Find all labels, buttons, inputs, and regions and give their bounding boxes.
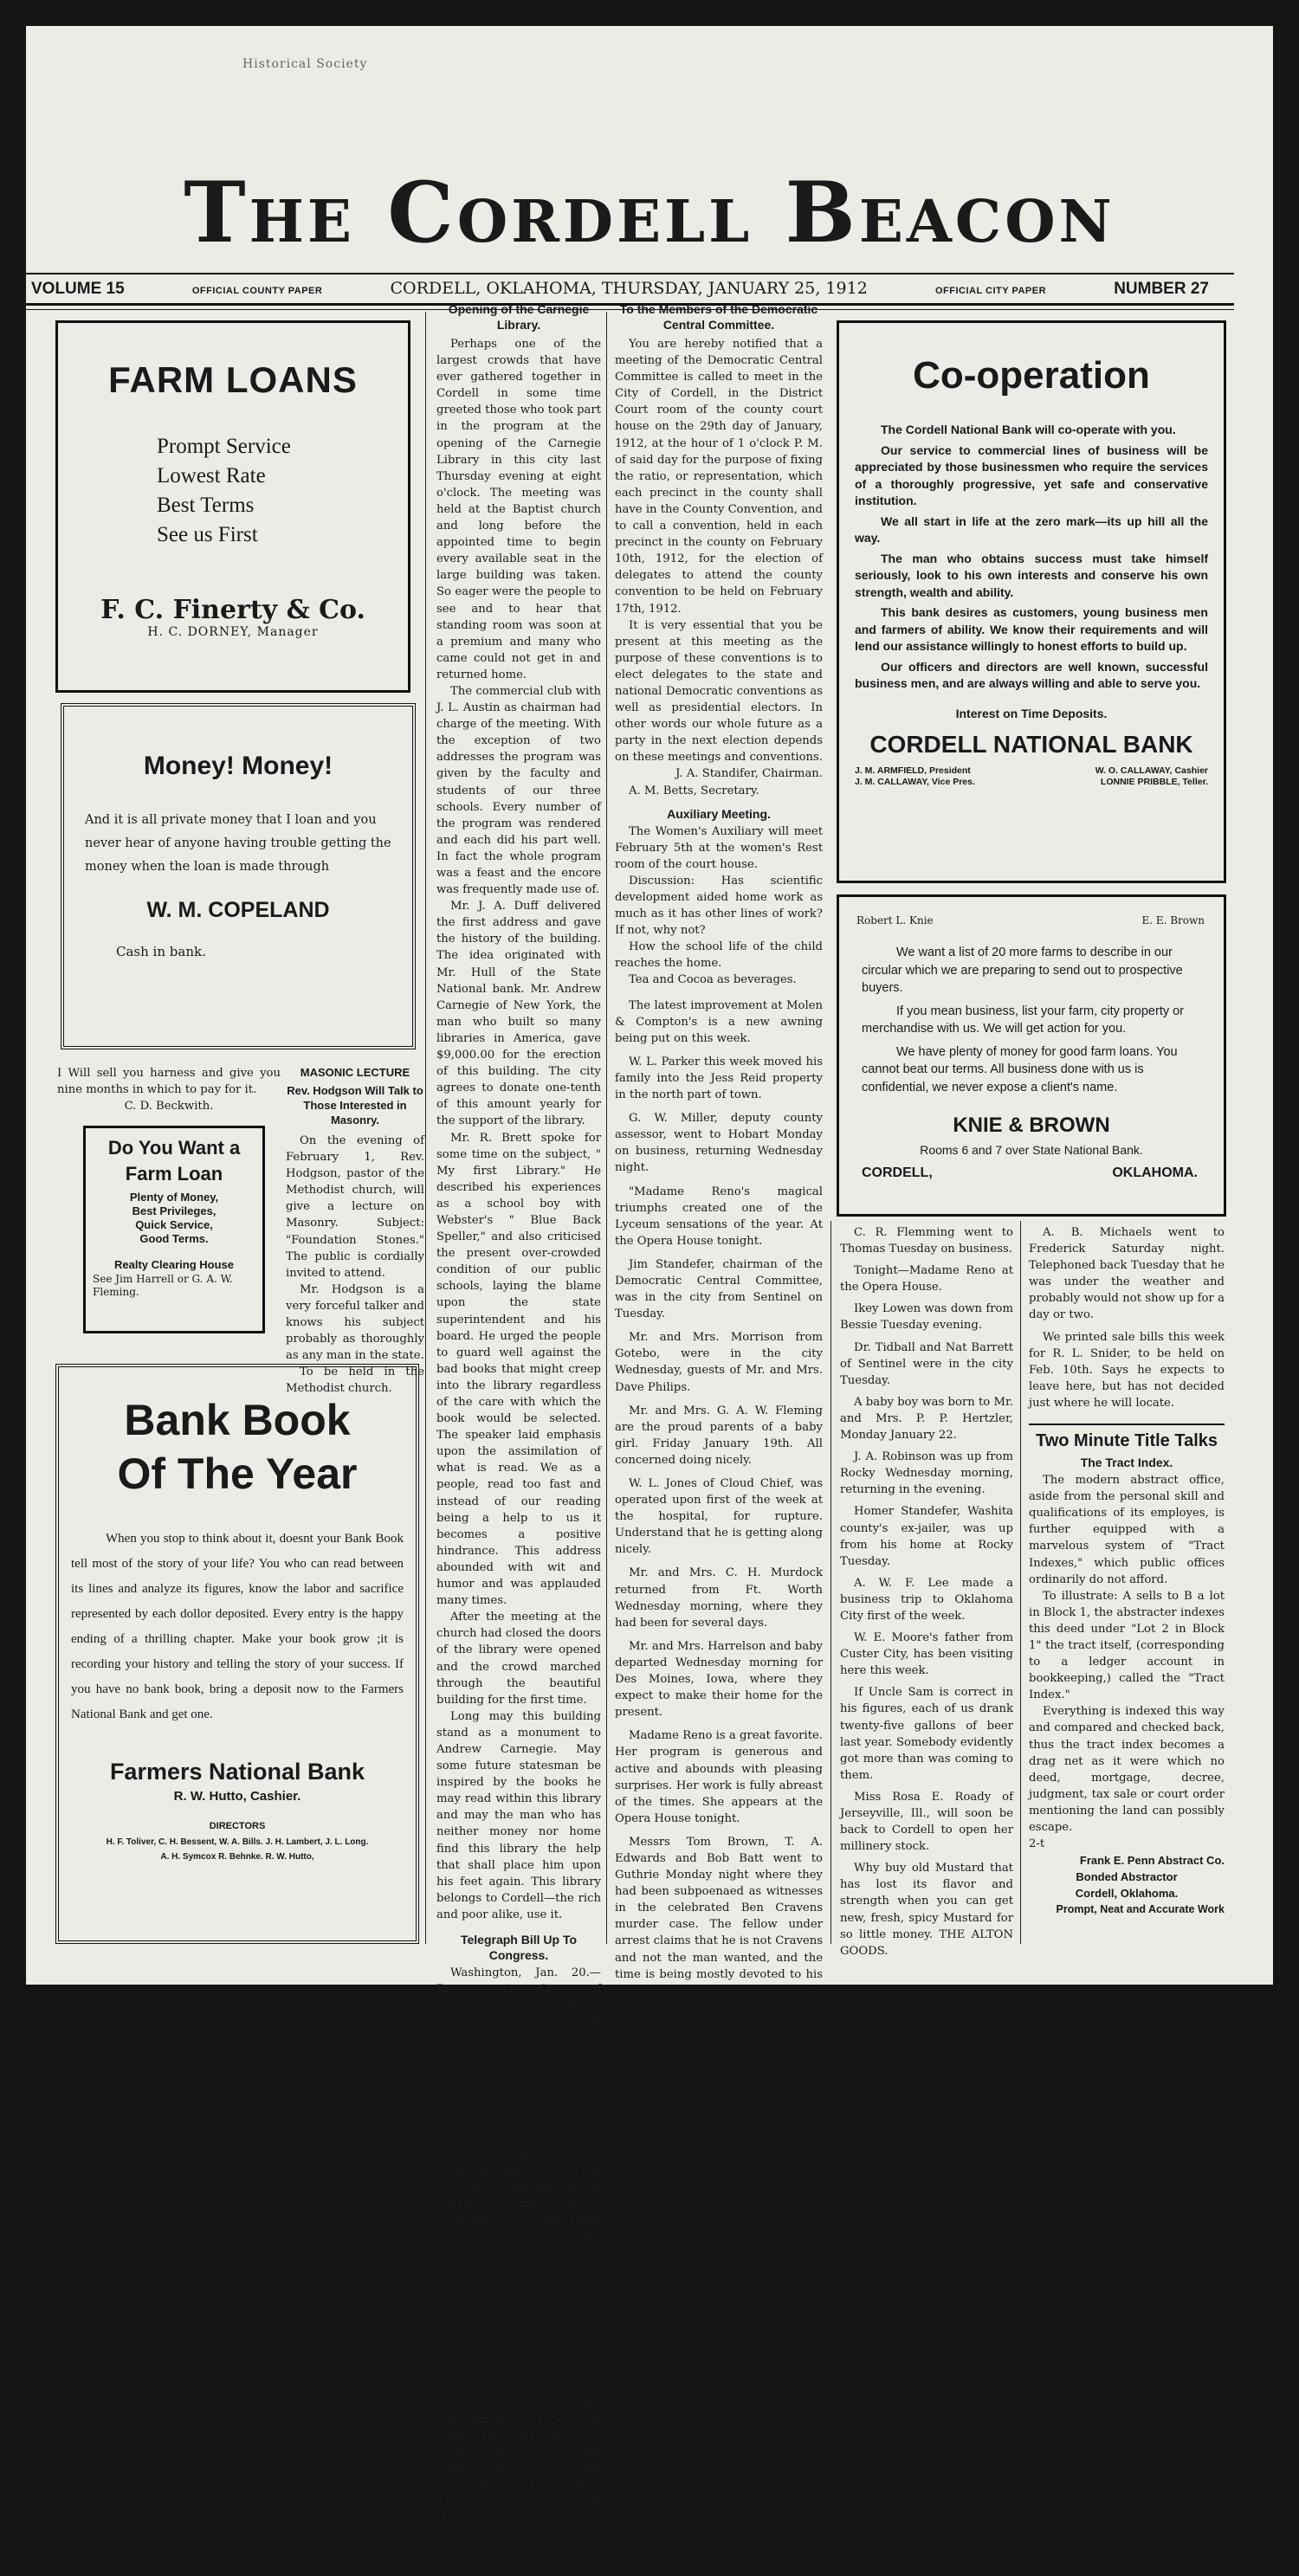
cooperation-title: Co-operation [913,354,1150,397]
officer: LONNIE PRIBBLE, Teller. [1100,776,1208,787]
knie-p2: If you mean business, list your farm, city property or merchandise with us. We will get action for you. [862,1004,1185,1036]
telegraph-head: Telegraph Bill Up To Congress. [460,1933,578,1962]
city-paper: OFFICIAL CITY PAPER [934,286,1047,296]
masonic-head: MASONIC LECTURE [300,1066,410,1079]
farm-loan-line: Quick Service, [135,1218,213,1231]
officer: J. M. ARMFIELD, President [855,765,971,776]
dateline [31,279,1209,299]
bank-book-title-2: Of The Year [117,1449,358,1498]
local-news-right-1 [840,1224,1013,1958]
directors-1: H. F. Toliver, C. H. Bessent, W. A. Bills. J. H. Lambert, J. L. Long. [106,1837,369,1847]
local-item: Dr. Tidball and Nat Barrett of Sentinel were in the city Tuesday. [840,1340,1013,1387]
local-item: The latest improvement at Molen & Compton's is a new awning being put on this week. [615,998,823,1045]
local-item: Mr. and Mrs. Harrelson and baby departed Wednesday morning for Des Moines, Iowa, where they expect to make their home for the present. [615,1639,823,1720]
local-item: J. A. Robinson was up from Rocky Wednesday morning, returning in the evening. [840,1450,1013,1497]
title-talks-sub: The Tract Index. [1080,1456,1173,1470]
bank-book-body: When you stop to think about it, doesnt your Bank Book tell most of the story of your life? You who can read between its lines and analyze its figures, know the labor and sacrifice represented by each dollor deposited. Every entry is the happy ending of a thrilling chapter. Make your book grow ;it is recording your history and telling the story of your success. If you have no bank book, bring a deposit now to the Farmers National Bank and get one. [71,1532,404,1721]
title-talks-head: Two Minute Title Talks [1029,1424,1225,1451]
money-note: Cash in bank. [116,944,206,959]
local-item: A baby boy was born to Mr. and Mrs. P. P. Hertzler, Monday January 22. [840,1395,1013,1443]
democrat-head: To the Members of the Democratic Central Committee. [619,302,818,332]
column-rule-1 [425,312,426,1944]
telegraph-p1: Washington, Jan. 20.—Representative Carey, of Wisconsin, a republican, Saturday introduced a bill providing for government ownership of telegraph lines, a project recently urged by Postmaster General Hitchcock. It was referred to the postoffice committee. The bill would place the telegraph systems under the supervision of the postoffice department in charge of a commissioner of telegraphs to be appointed in the same manner as the assistant postmasters general. [436,1966,601,2277]
officer: W. O. CALLAWAY, Cashier [1095,765,1208,776]
local-item: "Madame Reno's magical triumphs created one of the Lyceum sensations of the year. At the Opera House tonight. [615,1185,823,1248]
bank-book-ad [55,1364,419,1944]
issue-number: NUMBER 27 [1114,280,1209,298]
local-item: Tonight—Madame Reno at the Opera House. [840,1264,1013,1294]
farm-loan-line: Plenty of Money, [129,1191,219,1204]
knie-state: OKLAHOMA. [1112,1165,1198,1180]
local-item: A. W. F. Lee made a business trip to Oklahoma City first of the week. [840,1576,1013,1623]
penn-location: Cordell, Oklahoma. [1075,1887,1179,1901]
local-item: A. B. Michaels went to Frederick Saturday night. Telephoned back Tuesday that he was under the weather and probably would not show up for a day or two. [1029,1226,1225,1322]
farm-loans-manager: H. C. DORNEY, Manager [147,625,319,639]
carnegie-p4: Mr. R. Brett spoke for some time on the subject, " My first Library." He described his experiences as a school boy with Webster's " Blue Back Speller," and also criticised the present over-crowded condition of our public schools, laying the blame upon the state superintendent and his board. He urged the people to guard well against the bad books that might creep into the library regardless of the care with which the book would be selected. The speaker laid emphasis upon the assimilation of what is read. We as a people, read too fast and instead of our reading being a help to us it becomes a positive hindrance. This address abounded with wit and humor and was applauded many times. [436,1131,601,1608]
archive-stamp: Historical Society [242,57,368,71]
auxiliary-p4: Tea and Cocoa as beverages. [629,973,797,987]
column-rule-4 [1020,1221,1021,1944]
local-news-right-2 [1029,1224,1225,1943]
cooperation-body [855,422,1208,693]
column-rule-2 [606,312,607,1944]
money-name: W. M. COPELAND [146,898,330,922]
masonic-sub: Rev. Hodgson Will Talk to Those Interested in Masonry. [287,1084,423,1127]
farm-loans-line: Prompt Service [157,435,291,458]
farm-loan-see: See Jim Harrell or G. A. W. Fleming. [93,1273,233,1298]
harness-sign: C. D. Beckwith. [124,1100,214,1114]
place-date: CORDELL, OKLAHOMA, THURSDAY, JANUARY 25, 1912 [390,279,868,298]
farm-loans-line: Best Terms [157,494,255,517]
interest-line: Interest on Time Deposits. [955,706,1108,720]
bank-book-title-1: Bank Book [124,1396,351,1444]
masthead: The Cordell Beacon [184,164,1115,261]
carnegie-p3: Mr. J. A. Duff delivered the first address and gave the history of the building. The idea originated with Mr. Hull of the State National bank. Mr. Andrew Carnegie of New York, the man who built so many libraries in America, gave $9,000.00 for the erection of this building. The city agrees to donate one-tenth of this amount yearly for the support of the library. [436,900,601,1128]
farm-loan-box [83,1126,265,1333]
carnegie-p1: Perhaps one of the largest crowds that have ever gathered together in Cordell in some time greeted those who took part in the program at the opening of the Carnegie Library in this city last Thursday evening at eight o'clock. The meeting was held at the Baptist church and long before the appointed time to begin every available seat in the large building was taken. So eager were the people to see and to hear that standing room was soon at a premium and many who came could not get in and returned home. [436,338,601,681]
knie-name: Robert L. Knie [856,914,934,926]
local-item: Mr. and Mrs. C. H. Murdock returned from Ft. Worth Wednesday morning, where they had been for several days. [615,1566,823,1630]
middle-column [615,301,823,2047]
knie-brown-names [856,914,1205,926]
local-item: W. L. Jones of Cloud Chief, was operated upon first of the week at the hospital, for rupture. Understand that he is getting along nicely. [615,1477,823,1557]
title-talks-num: 2-t [1029,1837,1045,1851]
local-item: Messrs Tom Brown, T. A. Edwards and Bob Batt went to Guthrie Monday night where they had been subpoenaed as witnesses in the celebrated Ben Cravens murder case. The fellow under arrest claims that he is not Cravens and not the man wanted, and the time is being mostly devoted to his identification. A dozen or so have positively identified him as Cravens. Several others claim that he is not the man. [615,1835,823,2047]
money-body: And it is all private money that I loan and you never hear of anyone having trouble getting the money when the loan is made through [85,813,391,874]
carnegie-column [436,301,601,2575]
local-item: Why buy old Mustard that has lost its flavor and strength when you can get new, fresh, spicy Mustard for so little money. THE ALTON GOODS. [840,1862,1013,1958]
title-talks-p2: To illustrate: A sells to B a lot in Block 1, the abstracter indexes this deed under "Lot 2 in Block 1" the tract itself, (corresponding to a ledger account in bookkeeping,) called the "Tract Index." [1029,1589,1225,1702]
cooperation-p3: We all start in life at the zero mark—its up hill all the way. [855,513,1208,545]
cordell-bank-name: CORDELL NATIONAL BANK [869,730,1193,758]
cooperation-ad [837,320,1226,883]
farm-loans-line: Lowest Rate [157,464,266,487]
telegraph-p3: The measure would stipulate that wages should not be increased more than 15 per cent over those paid the year preceding government acquisition and would bar any immediate decrease of telegraph tolls. [436,2445,601,2575]
farm-loans-title: FARM LOANS [108,359,358,400]
farm-loans-line: See us First [157,523,258,546]
auxiliary-head: Auxiliary Meeting. [667,806,771,821]
farm-loans-ad [55,320,410,693]
penn-bonded: Bonded Abstractor [1076,1870,1178,1884]
officer: J. M. CALLAWAY, Vice Pres. [855,776,975,787]
farm-loan-line: Best Privileges, [132,1204,216,1217]
penn-tagline: Prompt, Neat and Accurate Work [1056,1903,1225,1916]
democrat-p1: You are hereby notified that a meeting of the Democratic Central Committee is called to meet in the City of Cordell, in the District Court room of the county court house on the 29th day of January, 1912, at the hour of 1 o'clock P. M. of said day for the purpose of fixing the ratio, or representation, which each precinct in the county shall have in the County Convention, and to call a convention, held in each precinct in the county on February 10th, 1912, for the election of delegates to attend the county convention to be held on February 17th, 1912. [615,338,823,616]
local-item: W. L. Parker this week moved his family into the Jess Reid property in the north part of town. [615,1055,823,1102]
cooperation-p2: Our service to commercial lines of business will be appreciated by those businessmen who require the services of a thoroughly progressive, yet safe and conservative institution. [855,442,1208,507]
masonic-article [286,1065,424,1398]
farmers-bank-cashier: R. W. Hutto, Cashier. [173,1789,301,1804]
cooperation-p5: This bank desires as customers, young business men and farmers of ability. We know their requirements and will lend our assistance willingly to honest efforts to build up. [855,605,1208,653]
money-title: Money! Money! [143,752,333,780]
farmers-bank-name: Farmers National Bank [109,1759,365,1785]
telegraph-p2: The bill would provide that the appraise at the bona fide market interstate commerce commission all the telegraph properties engaged in interstate commerce, the attorney general then to begin condemnation proceedings against the companies. [436,2280,601,2443]
local-item: Miss Rosa E. Roady of Jerseyville, Ill., will soon be back to Cordell to open her millinery stock. [840,1790,1013,1854]
title-talks-p3: Everything is indexed this way and compared and checked back, thus the tract index becomes a drag net as it were which no deed, mortgage, decree, judgment, tax sale or court order mentioning the land can possibly escape. [1029,1705,1225,1834]
farm-loan-title-1: Do You Want a [107,1137,241,1159]
local-item: We printed sale bills this week for R. L. Snider, to be held on Feb. 10th. Says he expects to leave here, but has not decided just where he will locate. [1029,1330,1225,1410]
carnegie-head: Opening of the Carnegie Library. [448,302,590,332]
harness-text: I Will sell you harness and give you nine months in which to pay for it. [57,1067,281,1097]
masonic-p3: To be held in the Methodist church. [286,1365,424,1396]
penn-firm: Frank E. Penn Abstract Co. [1079,1854,1225,1868]
local-item: Madame Reno is a great favorite. Her program is generous and active and abounds with pleasing surprises. Her work is fully abreast of the times. She appears at the Opera House tonight. [615,1729,823,1825]
knie-brown-rooms: Rooms 6 and 7 over State National Bank. [920,1143,1143,1157]
directors-2: A. H. Symcox R. Behnke. R. W. Hutto, [160,1852,314,1862]
directors-head: DIRECTORS [209,1821,266,1831]
cooperation-p6: Our officers and directors are well known, successful business men, and are always willing and able to serve you. [855,659,1208,690]
auxiliary-p1: The Women's Auxiliary will meet February 5th at the women's Rest room of the court house. [615,824,823,871]
knie-brown-ad [837,894,1226,1217]
bank-officers [855,765,1208,788]
auxiliary-p2: Discussion: Has scientific development aided home work as much as it has other lines of work? If not, why not? [615,874,823,938]
democrat-sign-2: A. M. Betts, Secretary. [629,784,759,797]
volume: VOLUME 15 [31,280,125,298]
cooperation-p1: The Cordell National Bank will co-operate with you. [881,423,1176,436]
knie-city: CORDELL, [862,1165,933,1180]
local-item: Ikey Lowen was down from Bessie Tuesday evening. [840,1302,1013,1333]
farm-loan-lines [86,1191,262,1246]
democrat-p2: It is very essential that you be present at this meeting as the purpose of these conventions is to elect delegates to the state and national Democratic conventions as well as presidential electors. In other words our whole future as a party in the next election depends on these meetings and conventions. [615,618,823,765]
cooperation-p4: The man who obtains success must take himself seriously, look to his own interests and conserve his own strength, wealth and ability. [855,551,1208,599]
farm-loan-line: Good Terms. [139,1232,209,1245]
column-rule-3 [830,1221,831,1944]
knie-p3: We have plenty of money for good farm loans. You cannot beat our terms. All business done with us is confidential, we never expose a client's name. [862,1044,1178,1094]
rule-top [26,273,1234,274]
democrat-sign-1: J. A. Standifer, Chairman. [675,767,823,781]
knie-brown-location [862,1165,1198,1181]
brown-name: E. E. Brown [1141,914,1205,926]
local-news-mid [615,997,823,2050]
farm-loans-firm: F. C. Finerty & Co. [100,595,365,625]
carnegie-p5: After the meeting at the church had closed the doors of the library were opened and the crowd marched through the beautiful building for the first time. [436,1611,601,1707]
harness-ad [57,1065,281,1114]
local-item: C. R. Flemming went to Thomas Tuesday on business. [840,1226,1013,1256]
carnegie-p2: The commercial club with J. L. Austin as chairman had charge of the meeting. With the exception of two addresses the program was given by the faculty and students of our three schools. Every number of the program was rendered and each did his part well. In fact the whole program was a feast and the encore was frequently made use of. [436,684,601,897]
local-item: Jim Standefer, chairman of the Democratic Central Committee, was in the city from Sentinel on Tuesday. [615,1257,823,1321]
farm-loan-title-2: Farm Loan [125,1163,223,1185]
knie-p1: We want a list of 20 more farms to describe in our circular which we are preparing to send out to prospective buyers. [862,946,1183,995]
county-paper: OFFICIAL COUNTY PAPER [191,286,323,296]
farm-loans-lines [157,432,408,550]
title-talks-p1: The modern abstract office, aside from the personal skill and qualifications of its employes, is further equipped with a marvelous system of "Tract Indexes," which public offices ordinarily do not afford. [1029,1474,1225,1586]
local-item: Mr. and Mrs. Morrison from Gotebo, were in the city Wednesday, guests of Mr. and Mrs. Dave Philips. [615,1331,823,1394]
local-item: Homer Standefer, Washita county's ex-jailer, was up from his home at Rocky Tuesday. [840,1505,1013,1568]
local-item: If Uncle Sam is correct in his figures, each of us drank twenty-five gallons of beer last year. Somebody evidently got more than was coming to them. [840,1686,1013,1782]
masonic-p2: Mr. Hodgson is a very forceful talker and knows his subject probably as thoroughly as any man in the state. [286,1282,424,1363]
auxiliary-p3: How the school life of the child reaches the home. [615,940,823,971]
local-item: G. W. Miller, deputy county assessor, went to Hobart Monday on business, returning Wednesday night. [615,1112,823,1175]
knie-brown-body [862,944,1205,1096]
money-ad [61,703,416,1049]
carnegie-p6: Long may this building stand as a monument to Andrew Carnegie. May some future statesman be inspired by the books he may read within this library and may the man who has neither money nor home find this library the help that shall place him upon his feet again. This library belongs to Cordell—the rich and poor alike, use it. [436,1709,601,1921]
local-item: Mr. and Mrs. G. A. W. Fleming are the proud parents of a baby girl. Friday January 19th. All concerned doing nicely. [615,1404,823,1467]
local-item: W. E. Moore's father from Custer City, has been visiting here this week. [840,1631,1013,1678]
realty-clearing-house: Realty Clearing House [114,1258,234,1271]
knie-brown-firm: KNIE & BROWN [953,1114,1110,1137]
masonic-p1: On the evening of February 1, Rev. Hodgson, pastor of the Methodist church, will give a lecture on Masonry. Subject: "Foundation Stones." The public is cordially invited to attend. [286,1134,424,1280]
newspaper-page [26,26,1273,2575]
